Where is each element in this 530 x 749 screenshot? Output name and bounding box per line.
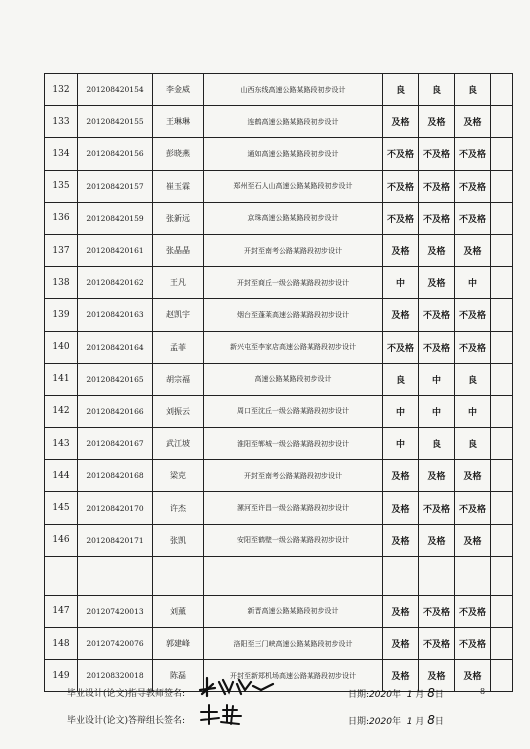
empty-cell [491,660,513,692]
student-name: 许杰 [153,492,204,524]
advisor-signature-label: 毕业设计(论文)指导教师签名: [67,689,186,699]
row-number: 140 [45,331,78,363]
student-name: 王琳琳 [153,106,204,138]
date-label: 日期: [348,717,370,727]
row-number: 146 [45,524,78,556]
table-row [45,234,513,266]
empty-cell [491,106,513,138]
row-number: 134 [45,138,78,170]
grade-defense: 及格 [455,660,491,692]
empty-cell [491,202,513,234]
student-id: 201208420155 [78,106,153,138]
grade-advisor: 中 [383,428,419,460]
empty-cell [383,556,419,595]
grade-defense: 及格 [455,234,491,266]
grades-table [44,73,513,692]
student-name: 张新远 [153,202,204,234]
grade-defense: 不及格 [455,331,491,363]
student-name: 张晶晶 [153,234,204,266]
table-row [45,428,513,460]
row-number: 148 [45,628,78,660]
student-name: 孟菲 [153,331,204,363]
table-row [45,331,513,363]
student-id: 201208420165 [78,363,153,395]
empty-cell [491,363,513,395]
student-name: 武江坡 [153,428,204,460]
row-number: 133 [45,106,78,138]
empty-cell [491,299,513,331]
grade-advisor: 中 [383,267,419,299]
grades-table-body [45,74,513,692]
advisor-signature-handwriting [195,672,285,700]
student-id: 201208420167 [78,428,153,460]
advisor-signature-line [67,686,185,699]
table-row [45,267,513,299]
grade-reviewer: 中 [419,363,455,395]
row-number: 149 [45,660,78,692]
row-number: 142 [45,395,78,427]
date-year-suffix: 年 [391,690,401,700]
grade-advisor: 及格 [383,460,419,492]
row-number: 144 [45,460,78,492]
empty-cell [491,460,513,492]
row-number: 145 [45,492,78,524]
date-year-suffix: 年 [391,717,401,727]
student-id: 201208420164 [78,331,153,363]
empty-cell [455,556,491,595]
row-number: 141 [45,363,78,395]
grade-advisor: 良 [383,363,419,395]
row-number: 143 [45,428,78,460]
date-year: 2020 [369,717,392,727]
empty-cell [491,492,513,524]
student-name: 梁克 [153,460,204,492]
date-month: 1 [406,717,413,727]
student-id: 201208320018 [78,660,153,692]
date-day: 8 [427,686,435,700]
grade-defense: 中 [455,395,491,427]
student-id: 201207420013 [78,595,153,627]
empty-cell [491,170,513,202]
student-name: 彭晓燕 [153,138,204,170]
grade-reviewer: 不及格 [419,299,455,331]
table-row [45,363,513,395]
student-id: 201208420162 [78,267,153,299]
table-row [45,524,513,556]
table-row [45,595,513,627]
grade-advisor: 不及格 [383,202,419,234]
thesis-topic: 洛阳至三门峡高速公路某路段初步设计 [204,628,383,660]
student-name: 张凯 [153,524,204,556]
grade-defense: 不及格 [455,628,491,660]
chair-signature-label: 毕业设计(论文)答辩组长签名: [67,716,186,726]
empty-cell [491,234,513,266]
empty-cell [491,556,513,595]
date-month: 1 [406,690,413,700]
student-name: 赵凯宇 [153,299,204,331]
date-day-label: 日 [434,717,444,727]
grade-advisor: 及格 [383,524,419,556]
student-id: 201208420166 [78,395,153,427]
table-row [45,299,513,331]
thesis-topic: 通如高速公路某路段初步设计 [204,138,383,170]
grade-reviewer: 不及格 [419,492,455,524]
empty-cell [491,595,513,627]
student-name: 崔玉霖 [153,170,204,202]
student-id: 201208420171 [78,524,153,556]
date-label: 日期: [348,690,370,700]
row-number: 137 [45,234,78,266]
student-id: 201208420170 [78,492,153,524]
thesis-topic: 开封至南考公路某路段初步设计 [204,234,383,266]
table-row [45,106,513,138]
chair-signature-handwriting [197,702,247,728]
thesis-topic: 京珠高速公路某路段初步设计 [204,202,383,234]
grade-reviewer: 中 [419,395,455,427]
grade-advisor: 中 [383,395,419,427]
blank-row [45,556,513,595]
grade-advisor: 及格 [383,595,419,627]
grade-advisor: 不及格 [383,331,419,363]
table-row [45,492,513,524]
thesis-topic: 淮阳至郸城一级公路某路段初步设计 [204,428,383,460]
grade-advisor: 及格 [383,106,419,138]
grade-reviewer: 及格 [419,234,455,266]
thesis-topic: 漯河至许昌一级公路某路段初步设计 [204,492,383,524]
grade-reviewer: 及格 [419,106,455,138]
student-name: 刘振云 [153,395,204,427]
empty-cell [491,395,513,427]
grade-defense: 及格 [455,460,491,492]
grade-advisor: 不及格 [383,138,419,170]
grade-reviewer: 良 [419,428,455,460]
student-name: 王凡 [153,267,204,299]
table-row [45,395,513,427]
student-id: 201208420168 [78,460,153,492]
grade-advisor: 不及格 [383,170,419,202]
grade-advisor: 及格 [383,234,419,266]
chair-date [348,713,444,727]
empty-cell [419,556,455,595]
grade-reviewer: 及格 [419,460,455,492]
student-id: 201208420161 [78,234,153,266]
row-number: 132 [45,74,78,106]
grade-defense: 不及格 [455,202,491,234]
grade-reviewer: 不及格 [419,595,455,627]
grade-defense: 良 [455,428,491,460]
thesis-topic: 开封至南考公路某路段初步设计 [204,460,383,492]
thesis-topic: 新兴屯至李家店高速公路某路段初步设计 [204,331,383,363]
grade-defense: 不及格 [455,595,491,627]
grade-advisor: 良 [383,74,419,106]
thesis-topic: 周口至沈丘一级公路某路段初步设计 [204,395,383,427]
thesis-topic: 山西东线高速公路某路段初步设计 [204,74,383,106]
grade-defense: 不及格 [455,170,491,202]
student-id: 201208420157 [78,170,153,202]
empty-cell [491,524,513,556]
grade-advisor: 及格 [383,492,419,524]
empty-cell [78,556,153,595]
date-day: 8 [427,713,435,727]
grade-reviewer: 及格 [419,660,455,692]
student-name: 陈磊 [153,660,204,692]
grade-reviewer: 不及格 [419,331,455,363]
date-month-label: 月 [415,690,425,700]
empty-cell [491,138,513,170]
grade-defense: 不及格 [455,138,491,170]
thesis-topic: 烟台至蓬莱高速公路某路段初步设计 [204,299,383,331]
page-number: 8 [480,687,486,696]
student-name: 郭建峰 [153,628,204,660]
thesis-topic: 安阳至鹤壁一级公路某路段初步设计 [204,524,383,556]
row-number: 139 [45,299,78,331]
grade-defense: 及格 [455,106,491,138]
grade-defense: 不及格 [455,299,491,331]
row-number: 136 [45,202,78,234]
student-id: 201208420156 [78,138,153,170]
thesis-topic: 连鹤高速公路某路段初步设计 [204,106,383,138]
student-name: 李金威 [153,74,204,106]
table-row [45,74,513,106]
empty-cell [491,428,513,460]
thesis-topic: 高速公路某路段初步设计 [204,363,383,395]
grade-defense: 及格 [455,524,491,556]
grade-reviewer: 及格 [419,267,455,299]
row-number: 138 [45,267,78,299]
grade-reviewer: 不及格 [419,170,455,202]
grade-reviewer: 不及格 [419,202,455,234]
thesis-topic: 郑州至石人山高速公路某路段初步设计 [204,170,383,202]
empty-cell [204,556,383,595]
grade-defense: 良 [455,74,491,106]
thesis-topic: 新晋高速公路某路段初步设计 [204,595,383,627]
grade-reviewer: 及格 [419,524,455,556]
grade-advisor: 及格 [383,660,419,692]
row-number: 135 [45,170,78,202]
advisor-date [348,686,444,700]
student-name: 胡宗福 [153,363,204,395]
grade-reviewer: 不及格 [419,628,455,660]
student-id: 201207420076 [78,628,153,660]
empty-cell [491,267,513,299]
grade-defense: 中 [455,267,491,299]
thesis-topic: 开封至新郑机场高速公路某路段初步设计 [204,660,383,692]
empty-cell [153,556,204,595]
student-id: 201208420163 [78,299,153,331]
table-row [45,170,513,202]
student-id: 201208420154 [78,74,153,106]
student-name: 刘薰 [153,595,204,627]
table-row [45,628,513,660]
grade-defense: 不及格 [455,492,491,524]
date-day-label: 日 [434,690,444,700]
empty-cell [491,331,513,363]
empty-cell [491,74,513,106]
thesis-topic: 开封至商丘一级公路某路段初步设计 [204,267,383,299]
grade-defense: 良 [455,363,491,395]
empty-cell [45,556,78,595]
table-row [45,202,513,234]
grade-reviewer: 不及格 [419,138,455,170]
table-row [45,460,513,492]
student-id: 201208420159 [78,202,153,234]
empty-cell [491,628,513,660]
table-row [45,138,513,170]
date-year: 2020 [369,690,392,700]
row-number: 147 [45,595,78,627]
grade-advisor: 及格 [383,628,419,660]
grade-advisor: 及格 [383,299,419,331]
grade-reviewer: 良 [419,74,455,106]
date-month-label: 月 [415,717,425,727]
chair-signature-line [67,713,185,726]
